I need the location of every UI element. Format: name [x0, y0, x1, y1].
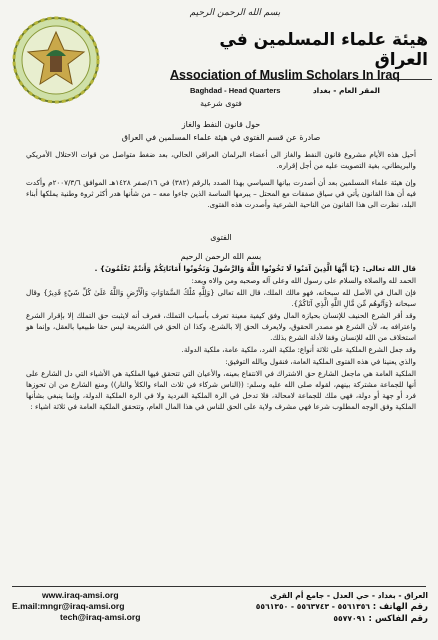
website-link[interactable]: www.iraq-amsi.org: [42, 590, 119, 600]
phone-label: رقم الهاتف :: [372, 602, 428, 612]
organization-name-english: Association of Muslim Scholars In Iraq: [170, 68, 400, 82]
organization-name-arabic: هيئة علماء المسلمين في العراق: [219, 30, 428, 70]
address-line: العراق - بغداد - حي العدل - جامع أم القرى: [270, 591, 428, 600]
association-emblem-logo: [10, 14, 102, 106]
intro-paragraph-2: وإن هيئة علماء المسلمين بعد أن أصدرت بيانها السياسي بهذا الصدد بالرقم (٣٨٢) في ١٦/صفر ١٤٢٨هـ الموافق ٢٠٠٧/٣/٦م وأكدت فيه أن هذا القانون يأتي في سياق صفقات مع المحتل – يبرمها الساسة الذين جاءوا معه – من شأنها هدر أكثر ثروة وطنية يملكها أبناء البلد، نظرت الى هذا القانون من الناحية الشرعية وأصدرت هذه الفتوى.: [26, 178, 416, 209]
footer-contact-address: [238, 590, 428, 625]
footer-divider: [12, 586, 426, 587]
fatwa-section-title: الفتوى: [210, 233, 232, 242]
hq-english: Baghdad - Head Quarters: [190, 86, 281, 95]
fax-line: [238, 613, 428, 625]
email-primary[interactable]: E.mail:mngr@iraq-amsi.org: [12, 601, 125, 611]
footer-contact-web: [12, 590, 192, 623]
document-label: فتوى شرعية: [200, 99, 242, 108]
fatwa-paragraph: وقد أقر الشرع الحنيف للإنسان بحيازة المال وفق كيفية معينة تعرف بأسباب التملك، فعرف أنه لايثبت حق التملك إلا بإقرار الشرع واعترافه به، لأن الشرع هو مصدر الحقوق، ولايعرف الحق إلا بالشرع، وكذا ان الحق في الشريعة ليس حقا طبيعيا بالعقل، وإنما هو استخلاف من الله للإنسان وفقا لأدلة الشرع بذلك.: [26, 311, 416, 342]
document-subject: حول قانون النفط والغاز: [181, 120, 261, 129]
phone-line: [238, 601, 428, 613]
fax-label: رقم الفاكس :: [368, 614, 428, 624]
fax-number: ٥٥٧٧٠٩١: [333, 614, 366, 623]
fatwa-paragraph: قال الله تعالى: {يَا أَيُّهَا الَّذِينَ آمَنُوا لَا تَخُونُوا اللَّهَ وَالرَّسُولَ وَتَخُونُوا أَمَانَاتِكُمْ وَأَنتُمْ تَعْلَمُونَ} .: [94, 264, 416, 273]
hq-arabic: المقر العام - بغداد: [312, 86, 380, 95]
fatwa-paragraph: الحمد لله والصلاة والسلام على رسول الله وعلى آله وصحبه ومن والاه وبعد:: [191, 276, 416, 285]
fatwa-paragraph: فإن المال في الأصل لله سبحانه، فهو مالك الملك، قال الله تعالى {وَلِلَّهِ مُلْكُ السَّمَاوَاتِ وَالْأَرْضِ وَاللَّهُ عَلَىٰ كُلِّ شَيْءٍ قَدِيرٌ} وقال سبحانه {وَآتُوهُم مِّن مَّالِ اللَّهِ الَّذِي آتَاكُمْ}.: [26, 288, 416, 308]
bismillah-header: بسم الله الرحمن الرحيم: [189, 8, 281, 18]
fatwa-paragraph: الملكية العامة هي ماجعل الشارع حق الاشتراك في الانتفاع بعينه، والأعيان التي تتحقق فيها الملكية هي الأشياء التي دل الشارع على أنها للجماعة مشتركة بينهم، لقوله صلى الله عليه وسلم: ((الناس شركاء في ثلاث الماء والكلأ والنار)) ومنع الشارع من ان تحوزها فرد أو جهة أو دولة، فهي ملك للجماعة لامحالة، فلا تدخل في الرة الملكية الفردية ولا في الرة الملكية الدولة، وإنما ينبغي بشأنها الملكية وفق الوجه المطلوب شرعا فهي مشرف ولاية على الحق للناس في هذا المال العام، وتتحقق الملكية العامة في ثلاثة اشياء :: [26, 369, 416, 411]
phone-numbers: ٥٥٦١٣٥٦ - ٥٥٦٣٧٤٣ - ٥٥٦١٣٥٠: [255, 602, 371, 611]
basmala: بسم الله الرحمن الرحيم: [180, 252, 262, 261]
fatwa-paragraph: وقد جعل الشرع الملكية على ثلاثة أنواع: ملكية الفرد، ملكية عامة، ملكية الدولة.: [181, 345, 416, 354]
email-secondary[interactable]: tech@iraq-amsi.org: [60, 612, 141, 622]
intro-paragraph-1: أحيل هذه الأيام مشروع قانون النفط والغاز الى أعضاء البرلمان العراقي الحالي، بعد ضغط متواصل من قوات الاحتلال الأمريكي والبريطاني، بغية التصويت عليه من أجل إقراره.: [26, 150, 416, 170]
document-body: [26, 96, 416, 413]
headquarters-line: [190, 86, 380, 95]
document-issuer: صادرة عن قسم الفتوى في هيئة علماء المسلمين في العراق: [121, 133, 321, 142]
fatwa-paragraph: والذي يعنينا في هذه الفتوى الملكية العامة، فنقول وبالله التوفيق:: [225, 357, 416, 366]
